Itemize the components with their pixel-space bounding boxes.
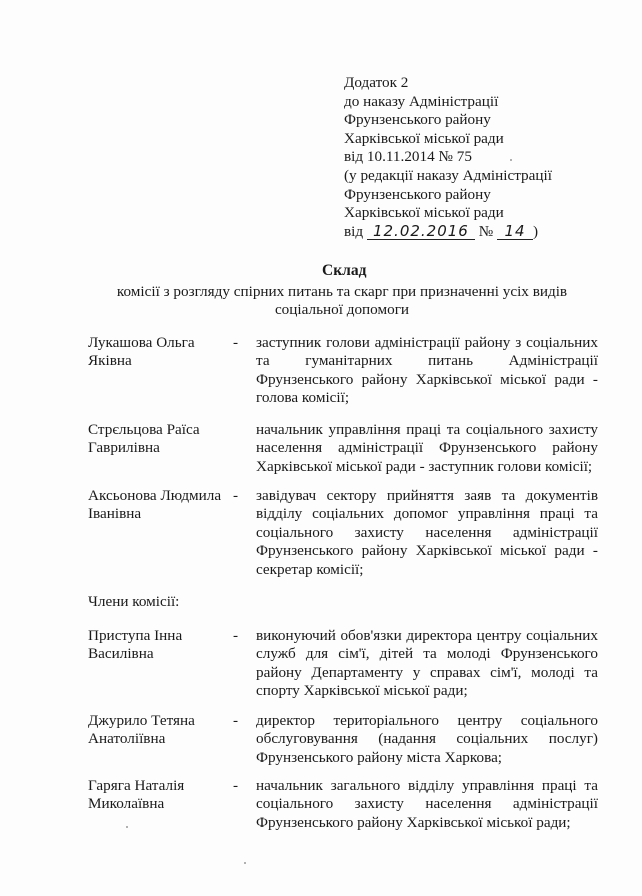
member-name: Лукашова Ольга Яківна: [88, 334, 195, 370]
member-role: завідувач сектору прийняття заяв та документів відділу соціальних допомог управління праці та соціального захисту населення адміністрації Фрунзенського району Харківської міської ради - секретар комісії;: [256, 487, 598, 578]
member-dash: -: [233, 627, 239, 644]
revision-number-sign: №: [478, 222, 494, 240]
member-role: начальник управління праці та соціального захисту населення адміністрації Фрунзенського району Харківської міської ради - заступник голови комісії;: [256, 421, 598, 475]
handwritten-date: 12.02.2016: [367, 223, 475, 240]
member-dash: -: [233, 777, 239, 794]
page-title: Склад: [322, 262, 367, 279]
revision-date-prefix: від: [344, 222, 364, 240]
handwritten-number: 14: [497, 223, 533, 240]
addendum-block: [344, 74, 552, 241]
addendum-date-number: від 10.11.2014 № 75: [344, 148, 472, 166]
addendum-revision: (у редакції наказу Адміністрації: [344, 166, 552, 184]
member-dash: -: [233, 712, 239, 729]
member-dash: -: [233, 334, 239, 351]
scan-speck: [244, 862, 246, 864]
addendum-title: Додаток 2: [344, 74, 409, 91]
member-role: начальник загального відділу управління праці та соціального захисту населення адміністрації Фрунзенського району Харківської міської ради;: [256, 777, 598, 831]
member-name: Аксьонова Людмила Іванівна: [88, 487, 222, 523]
addendum-order-ref: до наказу Адміністрації: [344, 92, 499, 110]
member-dash: -: [233, 487, 239, 504]
member-name: Гаряга Наталія Миколаївна: [88, 777, 185, 813]
addendum-district: Фрунзенського району: [344, 111, 491, 129]
scan-speck: [510, 159, 512, 161]
addendum-revision-council: Харківської міської ради: [344, 204, 504, 222]
addendum-revision-district: Фрунзенського району: [344, 185, 491, 203]
scan-speck: [126, 826, 128, 828]
member-role: виконуючий обов'язки директора центру соціальних служб для сім'ї, дітей та молоді Фрунзенського району Департаменту у справах сім'ї, молоді та спорту Харківської міської ради;: [256, 627, 598, 700]
addendum-council: Харківської міської ради: [344, 129, 504, 147]
page-subtitle: комісії з розгляду спірних питань та скарг при призначенні усіх видів соціальної допомоги: [116, 283, 568, 318]
revision-close-paren: ): [533, 222, 539, 240]
member-role: директор територіального центру соціального обслуговування (надання соціальних послуг) Фрунзенського району міста Харкова;: [256, 712, 598, 766]
member-role: заступник голови адміністрації району з соціальних та гуманітарних питань Адміністрації Фрунзенського району Харківської міської ради - голова комісії;: [256, 334, 598, 407]
member-name: Джурило Тетяна Анатоліївна: [88, 712, 195, 748]
addendum-revision-date: [344, 223, 552, 242]
member-name: Стрєльцова Раїса Гаврилівна: [88, 421, 200, 457]
members-label: Члени комісії:: [88, 593, 180, 610]
member-name: Приступа Інна Василівна: [88, 627, 183, 663]
